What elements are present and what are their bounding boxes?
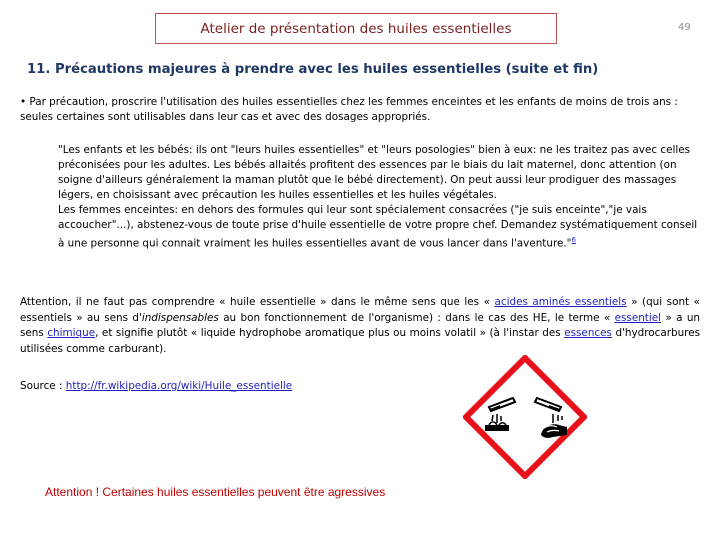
attention-text: d'hydrocarbures utilisées comme carburant). — [20, 327, 701, 355]
slide-title-box — [155, 13, 557, 44]
link-essences[interactable]: essences — [564, 327, 612, 339]
attention-text: , et signifie plutôt « liquide hydrophobe aromatique plus ou moins volatil » (à l'instar des — [95, 327, 565, 339]
attention-text: » a un sens — [20, 311, 700, 339]
quote-children-paragraph: "Les enfants et les bébés: ils ont "leurs huiles essentielles" et "leurs posologies" bien à eux: ne les traitez pas avec celles préconisées pour les adultes. Les bébés allaités profitent des essences par le biais du lait maternel, donc attention (on soigne d'ailleurs généralement la maman plutôt que le bébé directement). On peut aussi leur prodiguer des massages légers, en choisissant avec précaution les huiles essentielles et les huiles végétales. — [58, 144, 691, 201]
source-line — [20, 380, 292, 392]
intro-paragraph: • Par précaution, proscrire l'utilisation des huiles essentielles chez les femmes enceintes et les enfants de moins de trois ans : seules certaines sont utilisables dans leur cas et avec des dosages appropriés. — [20, 96, 678, 123]
link-essentiel[interactable]: essentiel — [614, 311, 662, 324]
attention-text: au bon fonctionnement de l'organisme) : dans le cas des HE, le terme « — [218, 311, 615, 324]
corrosive-hazard-icon — [463, 355, 587, 479]
section-heading: 11. Précautions majeures à prendre avec les huiles essentielles (suite et fin) — [27, 62, 599, 77]
page-number: 49 — [678, 22, 691, 33]
link-acides-amines[interactable]: acides aminés essentiels — [494, 296, 627, 308]
footnote-link[interactable]: 6 — [571, 236, 576, 244]
source-link[interactable]: http://fr.wikipedia.org/wiki/Huile_essentielle — [65, 380, 293, 392]
attention-text: » (qui sont « essentiels » au sens d' — [20, 296, 700, 324]
link-chimique[interactable]: chimique — [47, 327, 96, 339]
hazard-caption: Attention ! Certaines huiles essentielles peuvent être agressives — [45, 485, 386, 499]
attention-italic: indispensables — [141, 311, 219, 324]
quote-pregnant-paragraph — [58, 203, 698, 251]
attention-paragraph — [20, 295, 700, 357]
slide-title: Atelier de présentation des huiles essentielles — [200, 20, 512, 37]
quote-pregnant-text: Les femmes enceintes: en dehors des formules qui leur sont spécialement consacrées ("je suis enceinte","je vais accoucher"...), abstenez-vous de toute prise d'huile essentielle de votre propre chef. Demandez systématiquement conseil à une personne qui connait vraiment les huiles essentielles avant de vous lancer dans l'aventure." — [58, 204, 698, 250]
quote-block — [58, 143, 698, 251]
attention-text: Attention, il ne faut pas comprendre « huile essentielle » dans le même sens que les « — [20, 296, 495, 308]
source-label: Source : — [20, 380, 66, 392]
